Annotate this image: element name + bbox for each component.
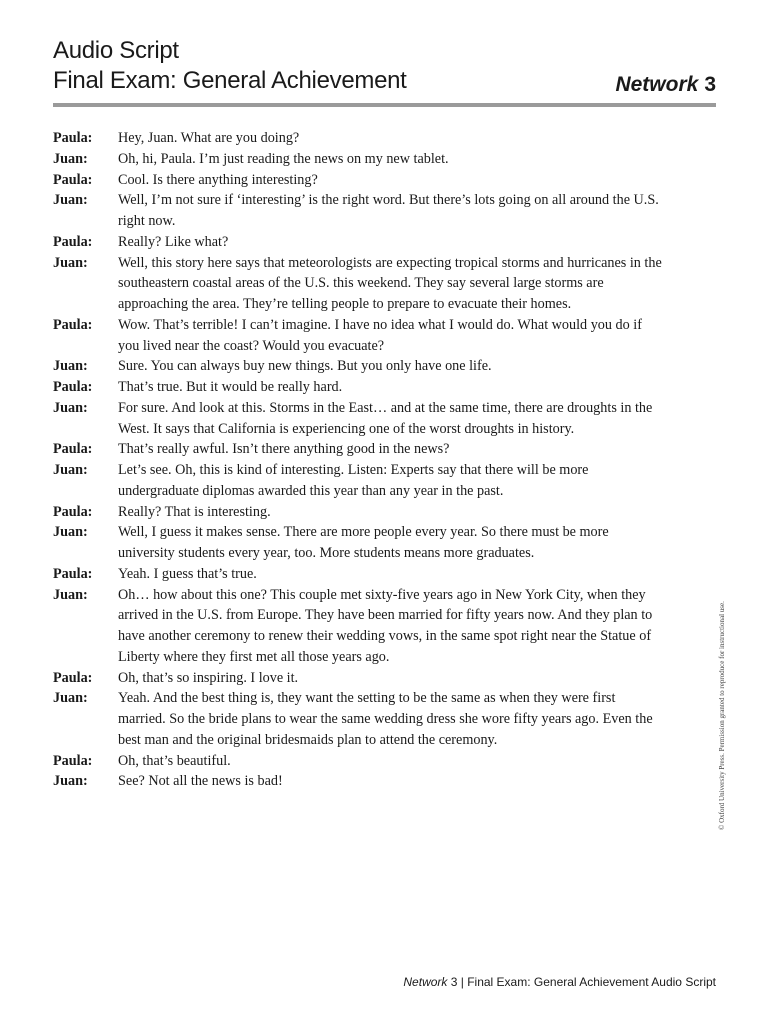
dialogue-text: Yeah. I guess that’s true.	[118, 565, 257, 582]
dialogue-line	[53, 751, 663, 772]
brand-number: 3	[704, 73, 716, 96]
dialogue-line	[53, 232, 663, 253]
dialogue-line	[53, 356, 663, 377]
page-header	[53, 36, 716, 96]
dialogue-text: Really? That is interesting.	[118, 503, 271, 520]
page-footer	[403, 975, 716, 989]
speaker-label: Paula:	[53, 669, 93, 686]
dialogue-text: Really? Like what?	[118, 233, 229, 250]
dialogue-text: Well, I’m not sure if ‘interesting’ is the right word. But there’s lots going on all around the U.S. right now.	[118, 192, 659, 229]
dialogue-text: Oh, hi, Paula. I’m just reading the news on my new tablet.	[118, 150, 449, 167]
speaker-label: Juan:	[53, 462, 88, 478]
speaker-label: Juan:	[53, 254, 88, 271]
header-divider	[53, 103, 716, 107]
speaker-label: Paula:	[53, 565, 93, 582]
dialogue-line	[53, 170, 663, 191]
dialogue-line	[53, 439, 663, 460]
dialogue-line	[53, 315, 663, 357]
dialogue-text: Wow. That’s terrible! I can’t imagine. I have no idea what I would do. What would you do if you lived near the coast? Would you evacuate?	[118, 316, 642, 354]
speaker-label: Paula:	[53, 752, 93, 769]
speaker-label: Paula:	[53, 233, 93, 250]
speaker-label: Juan:	[53, 192, 88, 209]
dialogue-line	[53, 128, 663, 149]
dialogue-line	[53, 460, 663, 502]
speaker-label: Juan:	[53, 773, 88, 790]
speaker-label: Juan:	[53, 150, 88, 167]
brand-mark	[615, 70, 716, 100]
dialogue-text: Well, this story here says that meteorologists are expecting tropical storms and hurricanes in the southeastern coastal areas of the U.S. this weekend. They say several large storms are approaching the area. They’re telling people to prepare to evacuate their homes.	[118, 254, 662, 312]
speaker-label: Juan:	[53, 586, 88, 603]
speaker-label: Paula:	[53, 503, 93, 520]
dialogue-text: For sure. And look at this. Storms in the East… and at the same time, there are droughts in the West. It says that California is experiencing one of the worst droughts in history.	[118, 399, 653, 437]
speaker-label: Paula:	[53, 130, 93, 146]
speaker-label: Paula:	[53, 171, 93, 188]
footer-brand: Network	[403, 975, 448, 989]
speaker-label: Juan:	[53, 399, 88, 416]
dialogue-line	[53, 564, 663, 585]
dialogue-text: Oh, that’s beautiful.	[118, 752, 231, 769]
dialogue-line	[53, 149, 663, 170]
title-line-1: Audio Script	[53, 37, 179, 64]
speaker-label: Juan:	[53, 690, 88, 707]
brand-name: Network	[615, 73, 699, 96]
dialogue-text: That’s true. But it would be really hard.	[118, 379, 343, 395]
speaker-label: Paula:	[53, 379, 93, 395]
dialogue-line	[53, 668, 663, 689]
dialogue-text: Hey, Juan. What are you doing?	[118, 130, 300, 146]
speaker-label: Paula:	[53, 441, 93, 458]
speaker-label: Juan:	[53, 358, 88, 375]
speaker-label: Paula:	[53, 316, 93, 333]
dialogue-text: Oh, that’s so inspiring. I love it.	[118, 669, 299, 686]
dialogue-line	[53, 398, 663, 440]
dialogue-text: Oh… how about this one? This couple met sixty-five years ago in New York City, when they arrived in the U.S. from Europe. They have been married for fifty years now. And they plan to have another ceremony to renew their wedding vows, in the same spot right near the Statue of Liberty where they first met all those years ago.	[118, 586, 653, 665]
dialogue-text: Sure. You can always buy new things. But you only have one life.	[118, 358, 492, 375]
dialogue-line	[53, 688, 663, 750]
dialogue-text: Yeah. And the best thing is, they want the setting to be the same as when they were first married. So the bride plans to wear the same wedding dress she wore fifty years ago. Even the best man and the original bridesmaids plan to attend the ceremony.	[118, 690, 653, 748]
dialogue-line	[53, 585, 663, 668]
dialogue-text: That’s really awful. Isn’t there anything good in the news?	[118, 441, 450, 458]
title-line-2: Final Exam: General Achievement	[53, 67, 407, 94]
footer-text: 3 | Final Exam: General Achievement Audio Script	[447, 975, 716, 989]
dialogue-transcript	[53, 128, 663, 792]
copyright-note: © Oxford University Press. Permission granted to reproduce for instructional use.	[718, 601, 726, 830]
dialogue-line	[53, 522, 663, 564]
dialogue-text: Cool. Is there anything interesting?	[118, 171, 318, 188]
dialogue-text: Let’s see. Oh, this is kind of interesting. Listen: Experts say that there will be more undergraduate diplomas awarded this year than any year in the past.	[118, 462, 589, 499]
dialogue-line	[53, 377, 663, 398]
dialogue-text: Well, I guess it makes sense. There are more people every year. So there must be more university students every year, too. More students means more graduates.	[118, 524, 609, 561]
dialogue-line	[53, 502, 663, 523]
dialogue-line	[53, 771, 663, 792]
dialogue-line	[53, 190, 663, 232]
dialogue-line	[53, 253, 663, 315]
speaker-label: Juan:	[53, 524, 88, 541]
dialogue-text: See? Not all the news is bad!	[118, 773, 283, 790]
